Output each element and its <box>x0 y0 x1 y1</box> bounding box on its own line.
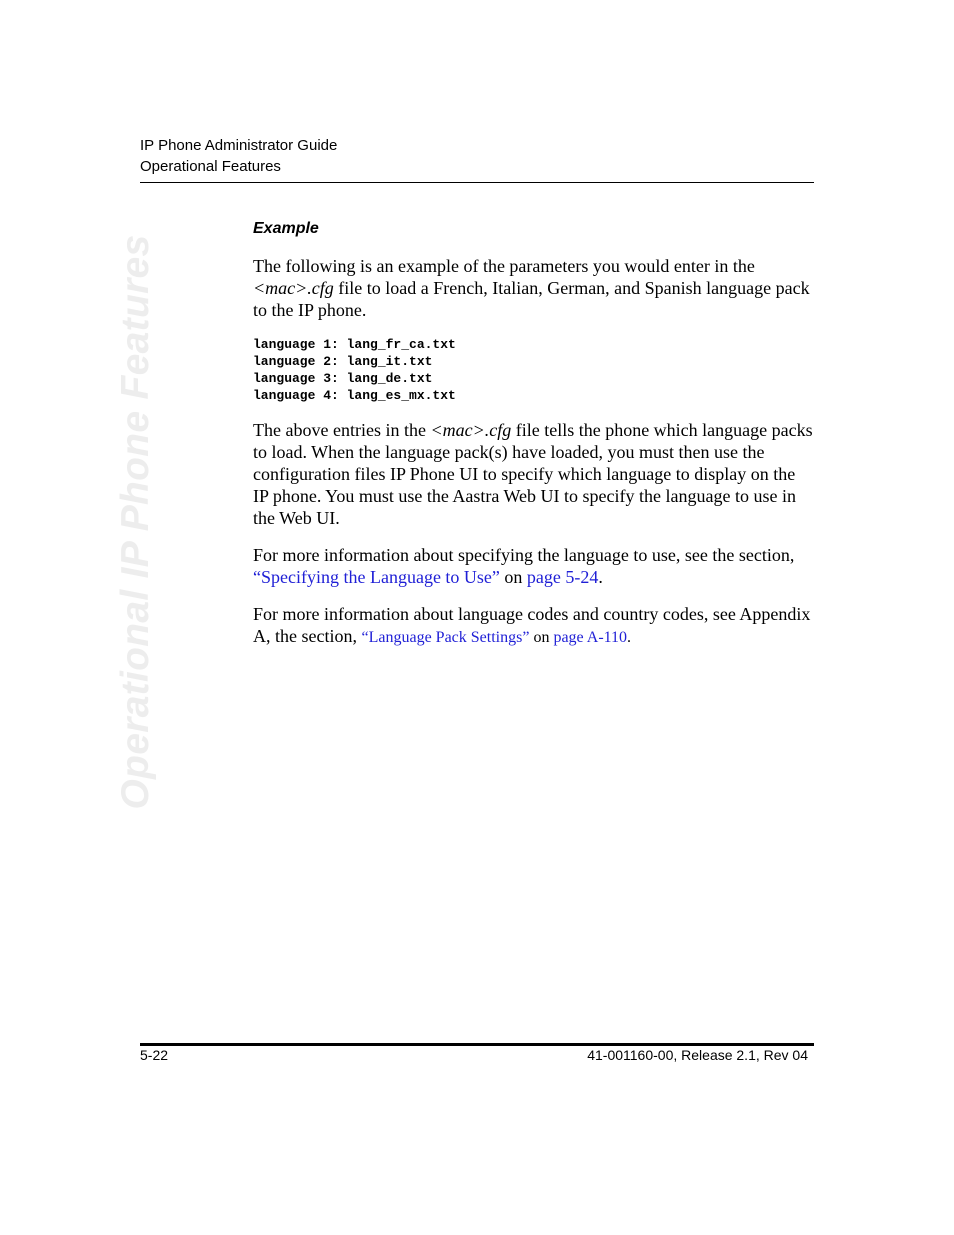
paragraph-see-also-language <box>253 544 813 588</box>
para-text: For more information about language codes and country codes, see Appendix A, the section, <box>253 604 811 646</box>
mac-placeholder <box>253 278 334 298</box>
code-example <box>253 336 813 404</box>
code-line: language 3: lang_de.txt <box>253 371 433 386</box>
para-text: . <box>627 629 632 646</box>
paragraph-explanation <box>253 419 813 529</box>
page-number: 5-22 <box>140 1047 169 1063</box>
cfg-extension: .cfg <box>484 420 512 440</box>
para-text: The following is an example of the parameters you would enter in the <box>253 256 755 276</box>
para-text: For more information about specifying the language to use, see the section, <box>253 545 795 565</box>
para-text: . <box>598 567 603 587</box>
link-specifying-language[interactable]: “Specifying the Language to Use” <box>253 567 500 587</box>
header-divider <box>140 182 814 183</box>
link-page-a-110[interactable]: page A-110 <box>553 629 628 646</box>
section-heading: Example <box>253 220 319 237</box>
para-text: on <box>499 567 527 587</box>
running-header <box>140 135 337 177</box>
paragraph-intro <box>253 255 813 321</box>
mac-text: <mac> <box>253 278 308 298</box>
side-watermark-text: Operational IP Phone Features <box>114 234 157 810</box>
link-language-pack-settings[interactable]: “Language Pack Settings” <box>361 629 530 646</box>
document-id: 41-001160-00, Release 2.1, Rev 04 <box>587 1047 808 1063</box>
code-line: language 4: lang_es_mx.txt <box>253 388 456 403</box>
header-subtitle: Operational Features <box>140 158 281 175</box>
para-text: The above entries in the <box>253 420 431 440</box>
code-line: language 1: lang_fr_ca.txt <box>253 337 456 352</box>
header-title: IP Phone Administrator Guide <box>140 137 338 154</box>
cfg-extension: .cfg <box>307 278 334 298</box>
para-text: file to load a French, Italian, German, and Spanish language pack to the IP phone. <box>253 278 810 320</box>
link-page-5-24[interactable]: page 5-24 <box>526 567 599 587</box>
paragraph-see-also-codes <box>253 603 813 649</box>
mac-placeholder <box>430 420 511 440</box>
main-content <box>253 218 813 664</box>
mac-text: <mac> <box>430 420 485 440</box>
para-text: on <box>529 629 554 646</box>
para-text: file tells the phone which language packs to load. When the language pack(s) have loaded, you must then use the configuration files IP Phone UI to specify which language to display on the IP phone. You must use the Aastra Web UI to specify the language to use in the Web UI. <box>253 420 813 528</box>
code-line: language 2: lang_it.txt <box>253 354 433 369</box>
